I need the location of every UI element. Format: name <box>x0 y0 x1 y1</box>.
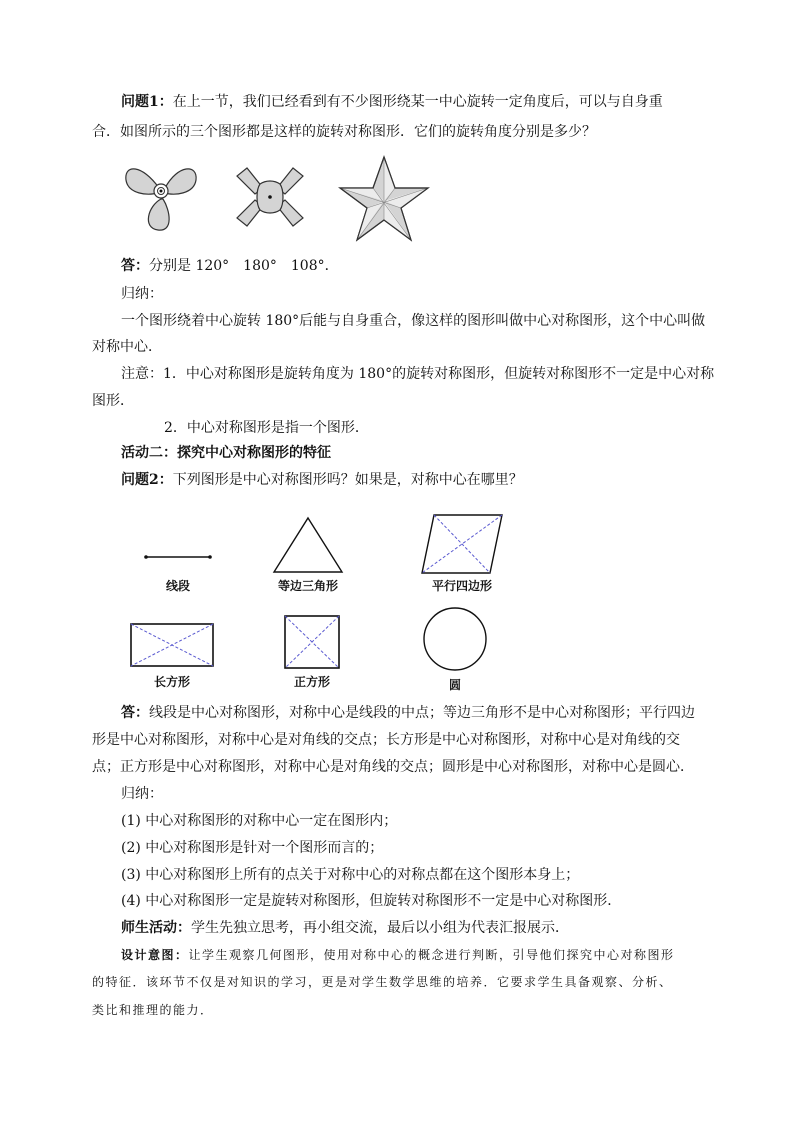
propeller-figure <box>122 158 200 232</box>
triangle-caption: 等边三角形 <box>277 579 338 593</box>
design-line3: 类比和推理的能力． <box>92 1003 214 1017</box>
parallelogram-figure <box>420 513 504 575</box>
q1-label: 问题1： <box>121 94 173 110</box>
a2-line3: 点；正方形是中心对称图形，对称中心是对角线的交点；圆形是中心对称图形，对称中心是圆心． <box>92 759 694 775</box>
square-caption: 正方形 <box>293 675 330 689</box>
circle-figure <box>422 606 488 672</box>
summary1-line1: 一个图形绕着中心旋转 180°后能与自身重合，像这样的图形叫做中心对称图形，这个中心叫做 <box>121 313 706 329</box>
a2-line2: 形是中心对称图形，对称中心是对角线的交点；长方形是中心对称图形，对称中心是对角线的交 <box>92 732 680 748</box>
activity2-title: 活动二：探究中心对称图形的特征 <box>121 445 331 461</box>
q1-line1: 问题1：在上一节，我们已经看到有不少图形绕某一中心旋转一定角度后，可以与自身重 <box>121 94 663 110</box>
summary2-item-4: (4) 中心对称图形一定是旋转对称图形，但旋转对称图形不一定是中心对称图形． <box>121 893 622 909</box>
summary2-item-3: (3) 中心对称图形上所有的点关于对称中心的对称点都在这个图形本身上； <box>121 867 580 883</box>
triangle-figure <box>272 516 344 574</box>
parallelogram-caption: 平行四边形 <box>431 579 492 593</box>
cross-pinwheel-figure <box>233 160 307 234</box>
q2-label: 问题2： <box>121 472 173 488</box>
a2-label: 答： <box>121 705 149 721</box>
a1-line: 答：分别是 120° 180° 108°． <box>121 258 339 274</box>
summary1-note1b: 图形． <box>92 393 134 409</box>
rectangle-caption: 长方形 <box>153 675 190 689</box>
segment-caption: 线段 <box>165 579 190 593</box>
circle-caption: 圆 <box>448 678 461 692</box>
a1-label: 答： <box>121 258 149 274</box>
star-figure <box>338 154 430 242</box>
summary1-label: 归纳： <box>121 286 163 302</box>
summary2-label: 归纳： <box>121 786 163 802</box>
q1-line2: 合．如图所示的三个图形都是这样的旋转对称图形．它们的旋转角度分别是多少？ <box>92 124 596 140</box>
summary1-note1a: 注意：1．中心对称图形是旋转角度为 180°的旋转对称图形，但旋转对称图形不一定是中心对称 <box>121 366 715 382</box>
square-figure <box>283 614 341 670</box>
design-line1: 设计意图：让学生观察几何图形，使用对称中心的概念进行判断，引导他们探究中心对称图形 <box>121 948 675 962</box>
design-label: 设计意图： <box>121 948 189 962</box>
summary2-item-2: (2) 中心对称图形是针对一个图形而言的； <box>121 840 384 856</box>
q2-line: 问题2：下列图形是中心对称图形吗？如果是，对称中心在哪里？ <box>121 472 523 488</box>
segment-figure <box>142 550 214 564</box>
design-line2: 的特征．该环节不仅是对知识的学习，更是对学生数学思维的培养．它要求学生具备观察、分析、 <box>92 975 673 989</box>
activity-label: 师生活动： <box>121 920 191 936</box>
summary2-item-1: (1) 中心对称图形的对称中心一定在图形内； <box>121 813 398 829</box>
a2-line1: 答：线段是中心对称图形，对称中心是线段的中点；等边三角形不是中心对称图形；平行四边 <box>121 705 695 721</box>
summary1-line2: 对称中心． <box>92 339 162 355</box>
rectangle-figure <box>129 622 215 668</box>
summary1-note2: 2．中心对称图形是指一个图形． <box>164 420 369 436</box>
activity-line: 师生活动：学生先独立思考，再小组交流，最后以小组为代表汇报展示． <box>121 920 569 936</box>
